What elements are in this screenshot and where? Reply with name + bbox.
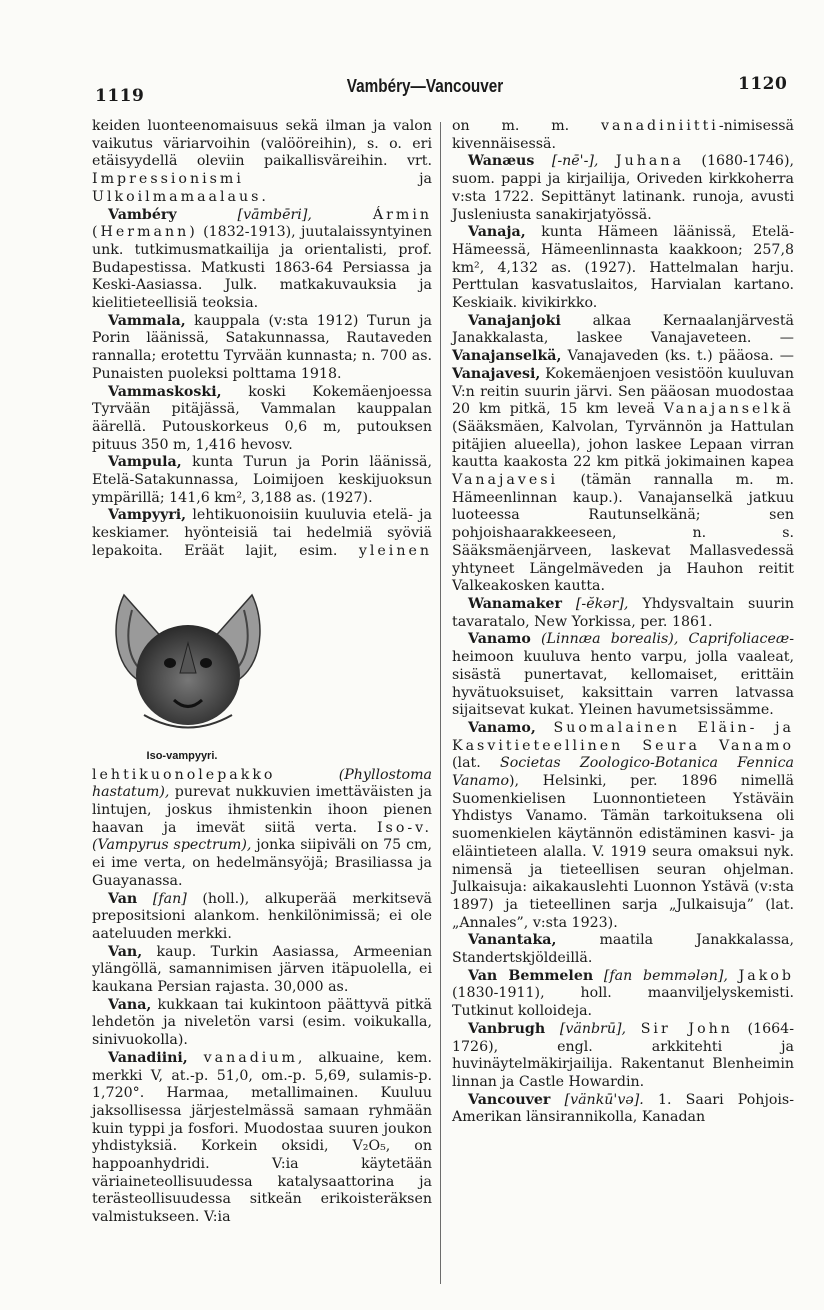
entry-vanbrugh: Vanbrugh [vänbrū], Sir John (1664-1726), engl. arkkitehti ja huvinäytelmäkirjailija. Rakentanut Blenheimin linnan ja Castle Howardin. [452, 1020, 794, 1090]
figure-bat [88, 565, 260, 765]
figure-caption: Iso-vampyyri. [146, 750, 218, 763]
entry-vanaja: Vanaja, kunta Hämeen läänissä, Etelä-Hämeessä, Hämeenlinnasta kaakkoon; 257,8 km², 4,132 as. (1927). Hattelmalan harju. Perttulan kasvatuslaitos, Harvialan kartano. Keskiaik. kivikirkko. [452, 224, 794, 312]
entry-vancouver: Vancouver [vänkū'və]. 1. Saari Pohjois-Amerikan länsirannikolla, Kanadan [452, 1091, 795, 1126]
entry-vampyyri: Vampyyri, lehtikuonoisiin kuuluvia etelä- ja keskiamer. hyönteisiä tai hedelmiä syöviä lepakoita. Eräät lajit, esim. Iso-vampyyri. yleinen lehtikuonolepakko (Phyllostoma hastatum), purevat nukkuvien imettäväisten ja lintujen, joskus ihmistenkin ihoon pienen haavan ja imevät siitä verta. Iso-v. (Vampyrus spectrum), jonka siipiväli on 75 cm, ei ime verta, on hedelmänsyöjä; Brasiliassa ja Guayanassa. [92, 507, 432, 890]
entry-van-prefix: Van [fan] (holl.), alkuperää merkitsevä prepositsioni alankom. henkilönimissä; ei ole aateluuden merkki. [92, 890, 432, 942]
entry-vammaskoski: Vammaskoski, koski Kokemäenjoessa Tyrvään pitäjässä, Vammalan kauppalan äärellä. Putouskorkeus 0,6 m, putouksen pituus 350 m, 1,416 hevosv. [92, 383, 432, 453]
page-number-right: 1120 [738, 74, 788, 94]
entry-wanaeus: Wanæus [-nē'-], Juhana (1680-1746), suom. pappi ja kirjailija, Oriveden kirkkoherra v:sta 1722. Sepittänyt latinank. runoja, avusti Jusleniusta sanakirjatyössä. [452, 153, 794, 223]
page-header [0, 70, 824, 110]
entry-wanamaker: Wanamaker [-ĕkər], Yhdysvaltain suurin tavaratalo, New Yorkissa, per. 1861. [452, 595, 794, 630]
entry-continuation: keiden luonteenomaisuus sekä ilman ja valon vaikutus väriarvoihin (valööreihin), s. o. eri etäisyydellä oleviin paikallisväreihin. vrt. Impressionismi ja Ulkoilmamaalaus. [92, 118, 432, 205]
entry-vanajanjoki: Vanajanjoki alkaa Kernaalanjärvestä Janakkalasta, laskee Vanajaveteen. — Vanajanselkä, Vanajaveden (ks. t.) pääosa. — Vanajavesi, Kokemäenjoen vesistöön kuuluvan V:n reitin suurin järvi. Sen pääosan muodostaa 20 km pitkä, 15 km leveä Vanajanselkä (Sääksmäen, Kalvolan, Tyrvännön ja Hattulan pitäjien alueella), johon laskee Lepaan virran kautta kaakosta 22 km pitkä jokimainen kapea Vanajavesi (tämän rannalla m. m. Hämeenlinnan kaup.). Vanajanselkä jatkuu luoteessa Rautunselkänä; sen pohjoishaarakkeeseen, n. s. Sääksmäenjärveen, laskevat Mallasvedessä yhtyneet Längelmäveden ja Hauhon reitit Valkeakosken kautta. [452, 312, 794, 595]
right-column [452, 118, 794, 1127]
entry-van-bemmelen: Van Bemmelen [fan bemmələn], Jakob (1830-1911), holl. maanviljelyskemisti. Tutkinut kolloideja. [452, 967, 794, 1020]
entry-vanadiini-continued: on m. m. vanadiniitti-nimisessä kivennäisessä. [452, 118, 794, 152]
page-number-left: 1119 [95, 86, 145, 106]
left-column [92, 118, 432, 1227]
entry-vana: Vana, kukkaan tai kukintoon päättyvä pitkä lehdetön ja niveletön varsi (esim. voikukalla, sinivuokolla). [92, 996, 432, 1049]
entry-vampula: Vampula, kunta Turun ja Porin läänissä, Etelä-Satakunnassa, Loimijoen keskijuoksun ympärillä; 141,6 km², 3,188 as. (1927). [92, 454, 432, 506]
running-head: Vambéry—Vancouver [346, 76, 504, 96]
entry-vanamo-plant: Vanamo (Linnæa borealis), Caprifoliaceæ-heimoon kuuluva hento varpu, jolla vaaleat, sisästä punertavat, kellomaiset, erittäin hyvätuoksuiset, kaksittain varren latvassa sijaitsevat kukat. Yleinen havumetsissämme. [452, 631, 794, 719]
column-divider [440, 122, 441, 1284]
entry-van-city: Van, kaup. Turkin Aasiassa, Armeenian ylängöllä, samannimisen järven itäpuolella, ei kaukana Persian rajasta. 30,000 as. [92, 943, 432, 996]
entry-vammala: Vammala, kauppala (v:sta 1912) Turun ja Porin läänissä, Satakunnassa, Rautaveden rannalla; erotettu Tyrvään kunnasta; n. 700 as. Punaisten puoleksi polttama 1918. [92, 312, 432, 382]
bat-head-illustration [104, 565, 272, 733]
entry-vambery: Vambéry [vāmbēri], Ármin (Hermann) (1832-1913), juutalaissyntyinen unk. tutkimusmatkailija ja orientalisti, prof. Budapestissa. Matkusti 1863-64 Persiassa ja Keski-Aasiassa. Julk. matkakuvauksia ja kielitieteellisiä teoksia. [92, 206, 432, 312]
entry-vanantaka: Vanantaka, maatila Janakkalassa, Standertskjöldeillä. [452, 932, 794, 967]
entry-vanamo-society: Vanamo, Suomalainen Eläin- ja Kasvitieteellinen Seura Vanamo (lat. Societas Zoologico-Botanica Fennica Vanamo), Helsinki, per. 1896 nimellä Suomenkielisen Luonnontieteen Ystäväin Yhdistys Vanamo. Tämän tarkoituksena oli suomenkielen käytännön edistäminen kasvi- ja eläintieteen alalla. V. 1919 seura omaksui nyk. nimensä ja tieteellisen seuran ohjelman. Julkaisuja: aikakauslehti Luonnon Ystävä (v:sta 1897) ja tieteellinen sarja „Julkaisuja” (lat. „Annales”, v:sta 1923). [452, 719, 794, 931]
entry-vanadiini: Vanadiini, vanadium, alkuaine, kem. merkki V, at.-p. 51,0, om.-p. 5,69, sulamis-p. 1,720°. Harmaa, metallimainen. Kuuluu jaksollisessa järjestelmässä samaan ryhmään kuin typpi ja fosfori. Muodostaa suuren joukon yhdistyksiä. Korkein oksidi, V₂O₅, on happoanhydridi. V:ia käytetään väriaineteollisuudessa katalysaattorina ja terästeollisuudessa sitkeän erikoisteräksen valmistukseen. V:ia [92, 1049, 432, 1226]
